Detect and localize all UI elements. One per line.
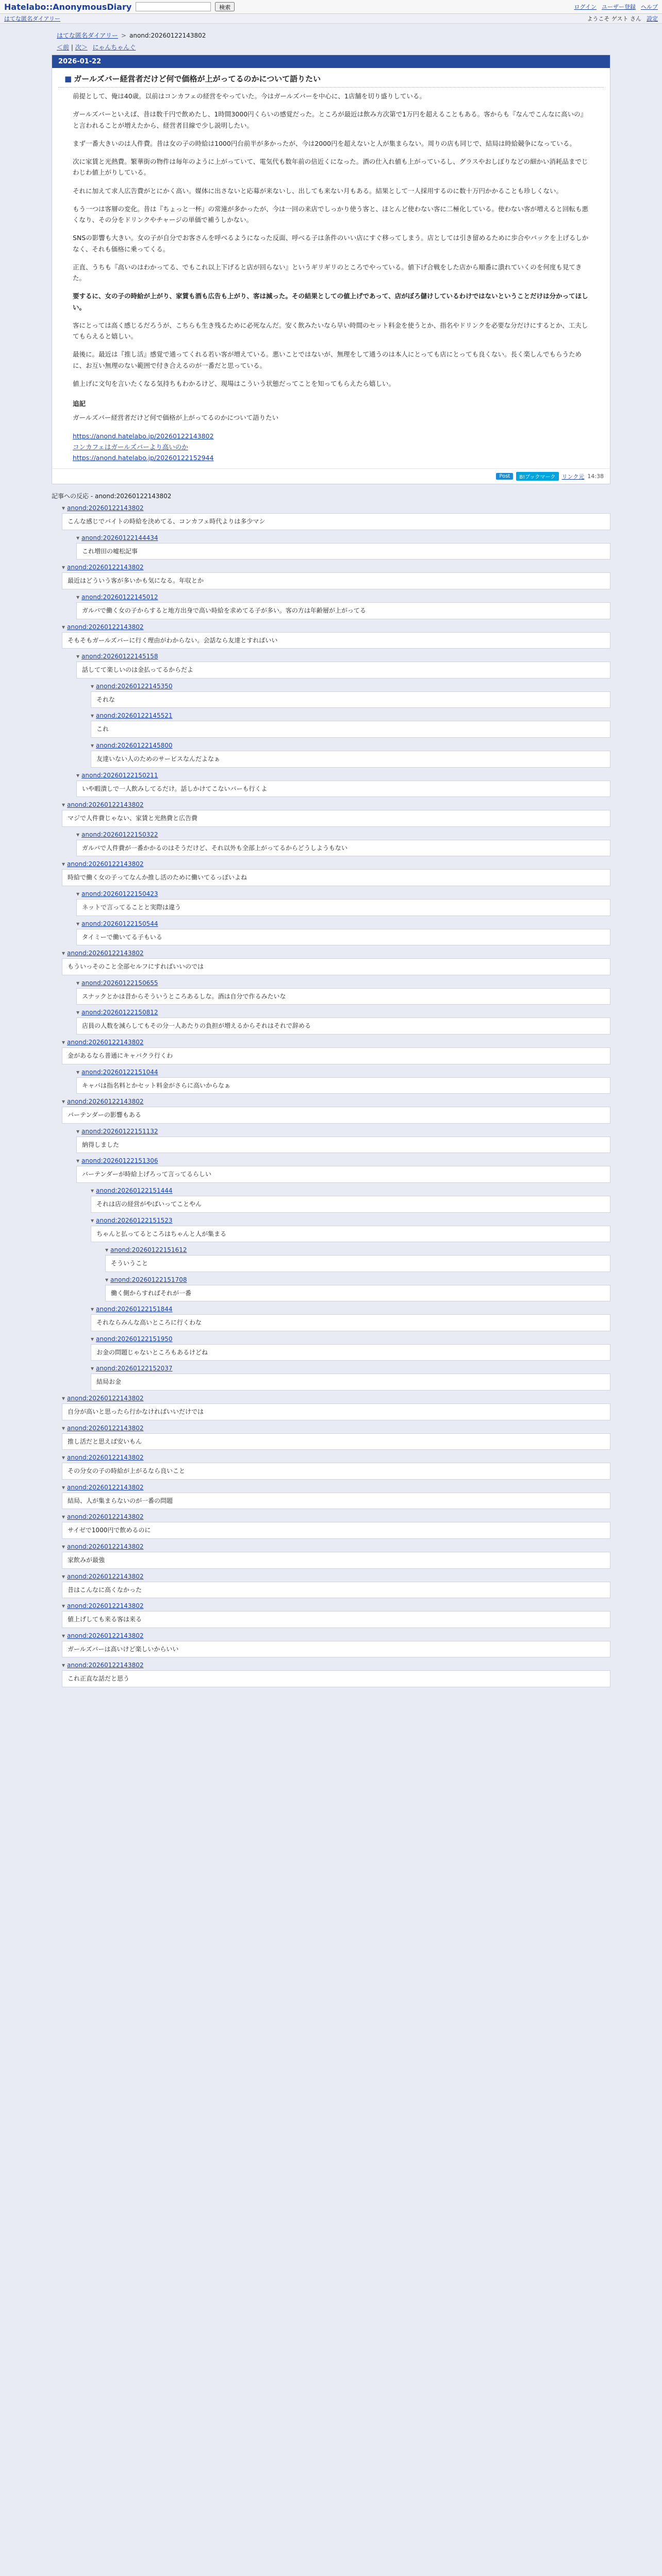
collapse-icon[interactable]: ▾	[62, 1572, 65, 1580]
comment-body: バーテンダーの影響もある	[62, 1107, 610, 1124]
comment-user-link[interactable]: anond:20260122151132	[81, 1127, 158, 1135]
comment-header	[62, 1543, 610, 1550]
comment-user-link[interactable]: anond:20260122151444	[96, 1187, 173, 1194]
search-button[interactable]: 検索	[215, 2, 235, 11]
entry-paragraph: 値上げに文句を言いたくなる気持ちもわかるけど、現場はこういう状態だってことを知ってもらえたら嬉しい。	[73, 379, 395, 387]
comment-header	[91, 1335, 610, 1343]
comment-user-link[interactable]: anond:20260122143802	[67, 564, 144, 571]
entry-date: 2026-01-22	[52, 55, 610, 68]
comment	[62, 1573, 610, 1599]
entry-paragraph: ガールズバーといえば、昔は数千円で飲めたし、1時間3000円くらいの感覚だった。ところが最近は飲み方次第で1万円を超えることもある。客からも『なんでこんなに高いの』と言われることが増えたから、経営者目線で少し説明したい。	[73, 110, 587, 129]
comment	[76, 1157, 610, 1183]
comment-body: 結局、人が集まらないのが一番の問題	[62, 1493, 610, 1510]
comment	[62, 1098, 610, 1124]
comment-header	[62, 1513, 610, 1520]
comment	[62, 1513, 610, 1539]
comment-body: 値上げしても来る客は来る	[62, 1611, 610, 1628]
comment	[76, 1128, 610, 1154]
comment	[91, 683, 610, 708]
collapse-icon[interactable]: ▾	[62, 504, 65, 512]
comment-body: ガルバで働く女の子からすると地方出身で高い時給を求めてる子が多い。客の方は年齢層が上がってる	[76, 602, 610, 619]
referrer-link[interactable]: リンク元	[561, 473, 585, 480]
collapse-icon[interactable]: ▾	[76, 831, 80, 838]
settings-link[interactable]: 設定	[647, 15, 658, 22]
collapse-icon[interactable]: ▾	[91, 1335, 94, 1343]
comment-header	[62, 564, 610, 571]
comment	[76, 594, 610, 619]
collapse-icon[interactable]: ▾	[76, 653, 80, 660]
comment	[62, 504, 610, 530]
comment	[76, 534, 610, 560]
comment-body: 家飲みが最強	[62, 1552, 610, 1569]
comment-user-link[interactable]: anond:20260122150544	[81, 920, 158, 927]
collapse-icon[interactable]: ▾	[62, 1662, 65, 1669]
comment-header	[76, 534, 610, 541]
next-link[interactable]: 次＞	[75, 44, 88, 51]
comment-user-link[interactable]: anond:20260122150655	[81, 979, 158, 987]
comment-user-link[interactable]: anond:20260122145158	[81, 653, 158, 660]
breadcrumb	[57, 31, 662, 40]
collapse-icon[interactable]: ▾	[76, 771, 80, 779]
comment-body: 話してて楽しいのは金払ってるからだよ	[76, 662, 610, 679]
comment-header	[105, 1276, 610, 1283]
comment	[62, 1543, 610, 1569]
comment-header	[62, 504, 610, 512]
comment	[76, 920, 610, 946]
comment-body: その分女の子の時給が上がるなら良いこと	[62, 1463, 610, 1480]
collapse-icon[interactable]: ▾	[62, 1424, 65, 1432]
comment-body: それな	[91, 691, 610, 708]
comment-user-link[interactable]: anond:20260122151844	[96, 1306, 173, 1313]
comment	[62, 1484, 610, 1510]
entry-paragraph: 客にとっては高く感じるだろうが、こちらも生き残るために必死なんだ。安く飲みたいなら早い時間のセット料金を使うとか、指名やドリンクを必要な分だけにするとか、工夫してもらえると嬉しい。	[73, 321, 588, 340]
comment-header	[76, 594, 610, 601]
entry-paragraph: 最後に。最近は『推し活』感覚で通ってくれる若い客が増えている。悪いことではないが、無理をして通うのは本人にとっても店にとっても良くない。長く楽しんでもらうために、お互い無理のない範囲で付き合えるのが一番だと思っている。	[73, 350, 582, 369]
comment	[62, 1632, 610, 1658]
addendum-link[interactable]: https://anond.hatelabo.jp/20260122152944	[73, 454, 214, 462]
comment-body: 昔はこんなに高くなかった	[62, 1582, 610, 1599]
comment	[91, 1306, 610, 1331]
comment-body: そういうこと	[105, 1255, 610, 1272]
comment-user-link[interactable]: anond:20260122145521	[96, 712, 173, 720]
entry-paragraph: SNSの影響も大きい。女の子が自分でお客さんを呼べるようになった反面、呼べる子は条件のいい店にすぐ移ってしまう。店としては引き留めるために歩合やバックを上げるしかなく、それも価格に乗ってくる。	[73, 234, 589, 253]
collapse-icon[interactable]: ▾	[76, 920, 80, 927]
comment-user-link[interactable]: anond:20260122150211	[81, 771, 158, 779]
collapse-icon[interactable]: ▾	[76, 1068, 80, 1076]
comment-user-link[interactable]: anond:20260122145800	[96, 742, 173, 749]
comment	[91, 712, 610, 738]
comment-body: それならみんな高いところに行くわな	[91, 1314, 610, 1331]
breadcrumb-separator: >	[121, 32, 126, 39]
comment-body: ガルバで人件費が一番かかるのはそうだけど、それ以外も全部上がってるからどうしようもない	[76, 840, 610, 857]
comment-user-link[interactable]: anond:20260122143802	[67, 1543, 144, 1551]
comment-body: 納得しました	[76, 1137, 610, 1154]
comment-body: 時給で働く女の子ってなんか推し活のために働いてるっぽいよね	[62, 869, 610, 886]
entry-paragraph: 前提として、俺は40歳。以前はコンカフェの経営をやっていた。今はガールズバーを中心に、1店舗を切り盛りしている。	[73, 92, 426, 100]
collapse-icon[interactable]: ▾	[62, 1513, 65, 1521]
comment-header	[76, 772, 610, 779]
comment-body: 結局お金	[91, 1374, 610, 1391]
comment-user-link[interactable]: anond:20260122145012	[81, 594, 158, 601]
comment-header	[76, 653, 610, 660]
collapse-icon[interactable]: ▾	[62, 1098, 65, 1106]
comment	[76, 831, 610, 857]
comment	[62, 1454, 610, 1480]
comment-header	[62, 860, 610, 868]
comment-header	[91, 1365, 610, 1372]
collapse-icon[interactable]: ▾	[62, 1038, 65, 1046]
collapse-icon[interactable]: ▾	[91, 1365, 94, 1372]
entry-paragraph: まず一番大きいのは人件費。昔は女の子の時給は1000円台前半が多かったが、今は2000円を超えないと人が集まらない。周りの店も同じで、結局は時給競争になっている。	[73, 139, 576, 147]
comment-header	[62, 801, 610, 808]
comment-body: これ	[91, 721, 610, 738]
comment	[76, 1069, 610, 1094]
comment-header	[76, 979, 610, 987]
top-links	[574, 3, 658, 11]
entry-paragraphs	[73, 91, 589, 389]
login-link[interactable]: ログイン	[574, 4, 597, 10]
collapse-icon[interactable]: ▾	[62, 1483, 65, 1491]
comment-user-link[interactable]: anond:20260122143802	[67, 1098, 144, 1106]
top-bar	[0, 0, 662, 14]
comment-body: ちゃんと払ってるところはちゃんと人が集まる	[91, 1226, 610, 1243]
comment-user-link[interactable]: anond:20260122152037	[96, 1365, 173, 1372]
collapse-icon[interactable]: ▾	[105, 1276, 109, 1283]
comment-user-link[interactable]: anond:20260122143802	[67, 623, 144, 631]
comment	[76, 772, 610, 798]
comment-header	[76, 890, 610, 897]
comment-user-link[interactable]: anond:20260122145350	[96, 682, 173, 690]
addendum-link[interactable]: コンカフェはガールズバーより高いのか	[73, 443, 188, 451]
comment	[76, 890, 610, 916]
comment-user-link[interactable]: anond:20260122151950	[96, 1335, 173, 1343]
comment	[105, 1246, 610, 1272]
comment	[62, 1602, 610, 1628]
welcome-text: ようこそ ゲスト さん	[587, 15, 641, 22]
search-input[interactable]	[136, 2, 211, 11]
current-user-link[interactable]: にゃんちゃんぐ	[92, 44, 136, 51]
comment-user-link[interactable]: anond:20260122143802	[67, 1602, 144, 1610]
title-bullet-icon: ■	[64, 74, 72, 83]
comment-header	[62, 1425, 610, 1432]
comments-heading: 記事への反応 - anond:20260122143802	[52, 493, 172, 500]
collapse-icon[interactable]: ▾	[91, 712, 94, 720]
comment-body: マジで人件費じゃない、家賃と光熱費と広告費	[62, 810, 610, 827]
comment-user-link[interactable]: anond:20260122143802	[67, 1483, 144, 1491]
comment	[62, 950, 610, 975]
comment	[62, 1039, 610, 1064]
comment-header	[91, 712, 610, 719]
comment-user-link[interactable]: anond:20260122150322	[81, 831, 158, 838]
prev-link[interactable]: ＜前	[57, 44, 70, 51]
entry-paragraph: 次に家賃と光熱費。繁華街の物件は毎年のように上がっていて、電気代も数年前の倍近くになった。酒の仕入れ値も上がっているし、グラスやおしぼりなどの細かい消耗品までじわじわ値上がりしている。	[73, 158, 588, 177]
collapse-icon[interactable]: ▾	[91, 1306, 94, 1313]
comment-user-link[interactable]: anond:20260122143802	[67, 860, 144, 868]
comment-body: お金の問題じゃないところもあるけどね	[91, 1344, 610, 1361]
comment-body: ネットで言ってることと実際は違う	[76, 899, 610, 916]
collapse-icon[interactable]: ▾	[62, 1454, 65, 1462]
comment-header	[62, 1632, 610, 1639]
comment	[62, 1395, 610, 1420]
comment-user-link[interactable]: anond:20260122143802	[67, 1662, 144, 1669]
comment-body: いや暇潰しで一人飲みしてるだけ。話しかけてこないバーも行くよ	[76, 781, 610, 798]
comment-body: もういっそのこと全部セルフにすればいいのでは	[62, 958, 610, 975]
comment-header	[62, 1573, 610, 1580]
comment-header	[62, 1662, 610, 1669]
collapse-icon[interactable]: ▾	[91, 1187, 94, 1194]
main-content	[52, 43, 610, 1687]
entry-time: 14:38	[587, 473, 604, 480]
addendum-link[interactable]: https://anond.hatelabo.jp/20260122143802	[73, 432, 214, 440]
comment-user-link[interactable]: anond:20260122151708	[110, 1276, 187, 1283]
collapse-icon[interactable]: ▾	[62, 564, 65, 571]
comment-user-link[interactable]: anond:20260122151306	[81, 1157, 158, 1165]
register-link[interactable]: ユーザー登録	[602, 4, 636, 10]
comments-tree	[52, 504, 610, 1687]
collapse-icon[interactable]: ▾	[91, 1216, 94, 1224]
entry-paragraph: もう一つは客層の変化。昔は『ちょっと一杯』の常連が多かったが、今は一回の来店でしっかり使う客と、ほとんど使わない客に二極化している。使わない客が増えると回転も悪くなり、その分をドリンクやチャージの単価で補うしかない。	[73, 205, 589, 224]
comment-body: タイミーで働いてる子もいる	[76, 929, 610, 946]
comment-header	[91, 1187, 610, 1194]
addendum-links	[73, 431, 589, 464]
comment-header	[76, 1128, 610, 1135]
comment-header	[62, 950, 610, 957]
comment-header	[76, 831, 610, 838]
collapse-icon[interactable]: ▾	[62, 1632, 65, 1639]
comment-body: こんな感じでバイトの時給を決めてる、コンカフェ時代よりは多少マシ	[62, 513, 610, 530]
comment-body: これ増田の嘘松記事	[76, 543, 610, 560]
collapse-icon[interactable]: ▾	[76, 1157, 80, 1165]
entry-footer	[52, 468, 610, 484]
comment-body: 推し活だと思えば安いもん	[62, 1433, 610, 1450]
comment-body: 最近はどういう客が多いかも気になる。年収とか	[62, 572, 610, 589]
site-home-link[interactable]: はてな匿名ダイアリー	[4, 15, 61, 22]
collapse-icon[interactable]: ▾	[62, 1543, 65, 1551]
collapse-icon[interactable]: ▾	[62, 860, 65, 868]
comment-header	[91, 742, 610, 749]
addendum-text: ガールズバー経営者だけど何で価格が上がってるのかについて語りたい	[73, 414, 279, 422]
collapse-icon[interactable]: ▾	[105, 1246, 109, 1254]
share-button[interactable]: Post	[496, 473, 513, 480]
collapse-icon[interactable]: ▾	[76, 534, 80, 541]
comment-header	[62, 1602, 610, 1609]
comment-user-link[interactable]: anond:20260122144434	[81, 534, 158, 541]
comment-user-link[interactable]: anond:20260122150812	[81, 1009, 158, 1016]
comment-header	[105, 1246, 610, 1253]
entry-nav: ＜前 | 次＞ にゃんちゃんぐ	[57, 44, 136, 51]
comment-user-link[interactable]: anond:20260122143802	[67, 950, 144, 957]
collapse-icon[interactable]: ▾	[91, 742, 94, 749]
comment-user-link[interactable]: anond:20260122143802	[67, 801, 144, 809]
comment	[91, 1365, 610, 1391]
entry-title-text[interactable]: ガールズバー経営者だけど何で価格が上がってるのかについて語りたい	[74, 74, 321, 83]
comment-body: サイゼで1000円で飲めるのに	[62, 1522, 610, 1539]
comment-user-link[interactable]: anond:20260122151044	[81, 1068, 158, 1076]
comment-body: キャバは指名料とかセット料金がさらに高いからなぁ	[76, 1077, 610, 1094]
comment-user-link[interactable]: anond:20260122151523	[96, 1216, 173, 1224]
help-link[interactable]: ヘルプ	[641, 4, 658, 10]
comment-header	[76, 920, 610, 927]
collapse-icon[interactable]: ▾	[76, 1127, 80, 1135]
comment	[76, 979, 610, 1005]
site-logo[interactable]: Hatelabo::AnonymousDiary	[4, 2, 132, 12]
comment-body: スナックとかは昔からそういうところあるしな。酒は自分で作るみたいな	[76, 988, 610, 1005]
collapse-icon[interactable]: ▾	[76, 979, 80, 987]
entry-paragraph: それに加えて求人広告費がとにかく高い。媒体に出さないと応募が来ないし、出しても来ない月もある。結果として一人採用するのに数十万円かかることも珍しくない。	[73, 187, 563, 195]
comment-header	[62, 1098, 610, 1105]
collapse-icon[interactable]: ▾	[62, 1395, 65, 1402]
comment-header	[91, 683, 610, 690]
comment-body: 店員の人数を減らしてもその分一人あたりの負担が増えるからそれはそれで辞める	[76, 1018, 610, 1035]
comment	[91, 1187, 610, 1213]
bookmark-button[interactable]: B!ブックマーク	[516, 472, 558, 481]
comment	[91, 1217, 610, 1243]
collapse-icon[interactable]: ▾	[91, 682, 94, 690]
comment-user-link[interactable]: anond:20260122143802	[67, 1395, 144, 1402]
comment-header	[76, 1157, 610, 1164]
comment	[62, 1662, 610, 1687]
collapse-icon[interactable]: ▾	[76, 594, 80, 601]
comment-body: 金があるなら普通にキャバクラ行くわ	[62, 1047, 610, 1064]
collapse-icon[interactable]: ▾	[62, 950, 65, 957]
comment-user-link[interactable]: anond:20260122143802	[67, 1424, 144, 1432]
entry-paragraph: 要するに、女の子の時給が上がり、家賃も酒も広告も上がり、客は減った。その結果としての値上げであって、店がぼろ儲けしているわけではないということだけは分かってほしい。	[73, 292, 588, 311]
comment-user-link[interactable]: anond:20260122151612	[110, 1246, 187, 1254]
comment-header	[91, 1217, 610, 1224]
comment-body: バーテンダーが時給上げろって言ってるらしい	[76, 1166, 610, 1183]
comment-header	[76, 1069, 610, 1076]
addendum-heading: 追記	[73, 400, 86, 408]
sub-bar	[0, 14, 662, 24]
comment-body: これ正直な話だと思う	[62, 1670, 610, 1687]
comment-body: そもそもガールズバーに行く理由がわからない。会話なら友達とすればいい	[62, 632, 610, 649]
comment-body: それは店の経営がやばいってことやん	[91, 1196, 610, 1213]
comment	[62, 801, 610, 827]
comment-header	[62, 623, 610, 631]
comment-header	[62, 1484, 610, 1491]
comment-header	[91, 1306, 610, 1313]
comment-user-link[interactable]: anond:20260122143802	[67, 1572, 144, 1580]
entry-body	[52, 88, 610, 468]
comment	[105, 1276, 610, 1302]
comment	[91, 1335, 610, 1361]
entry	[52, 55, 610, 484]
comment-user-link[interactable]: anond:20260122143802	[67, 1454, 144, 1462]
comment	[91, 742, 610, 768]
comment	[62, 1425, 610, 1450]
collapse-icon[interactable]: ▾	[76, 1009, 80, 1016]
comment-body: ガールズバーは高いけど楽しいからいい	[62, 1641, 610, 1658]
comment-body: 友達いない人のためのサービスなんだよなぁ	[91, 751, 610, 768]
collapse-icon[interactable]: ▾	[76, 890, 80, 897]
collapse-icon[interactable]: ▾	[62, 623, 65, 631]
comment	[76, 1009, 610, 1035]
comment-user-link[interactable]: anond:20260122143802	[67, 504, 144, 512]
comment-header	[62, 1039, 610, 1046]
comment-user-link[interactable]: anond:20260122143802	[67, 1513, 144, 1521]
collapse-icon[interactable]: ▾	[62, 801, 65, 809]
entry-paragraph: 正直、うちも『高いのはわかってる、でもこれ以上下げると店が回らない』というギリギリのところでやっている。値下げ合戦をした店から順番に潰れていくのを何度も見てきた。	[73, 263, 582, 282]
comment-header	[62, 1454, 610, 1461]
comment-header	[76, 1009, 610, 1016]
comment-body: 働く側からすればそれが一番	[105, 1285, 610, 1302]
comment-body: 自分が高いと思ったら行かなければいいだけでは	[62, 1403, 610, 1420]
breadcrumb-current: anond:20260122143802	[129, 32, 206, 39]
comment	[62, 623, 610, 649]
collapse-icon[interactable]: ▾	[62, 1602, 65, 1610]
comment	[62, 564, 610, 589]
comment-user-link[interactable]: anond:20260122150423	[81, 890, 158, 897]
breadcrumb-home[interactable]: はてな匿名ダイアリー	[57, 32, 118, 39]
comment	[76, 653, 610, 679]
comment-user-link[interactable]: anond:20260122143802	[67, 1632, 144, 1639]
comment	[62, 860, 610, 886]
comment-user-link[interactable]: anond:20260122143802	[67, 1038, 144, 1046]
entry-title	[58, 68, 604, 88]
comment-header	[62, 1395, 610, 1402]
